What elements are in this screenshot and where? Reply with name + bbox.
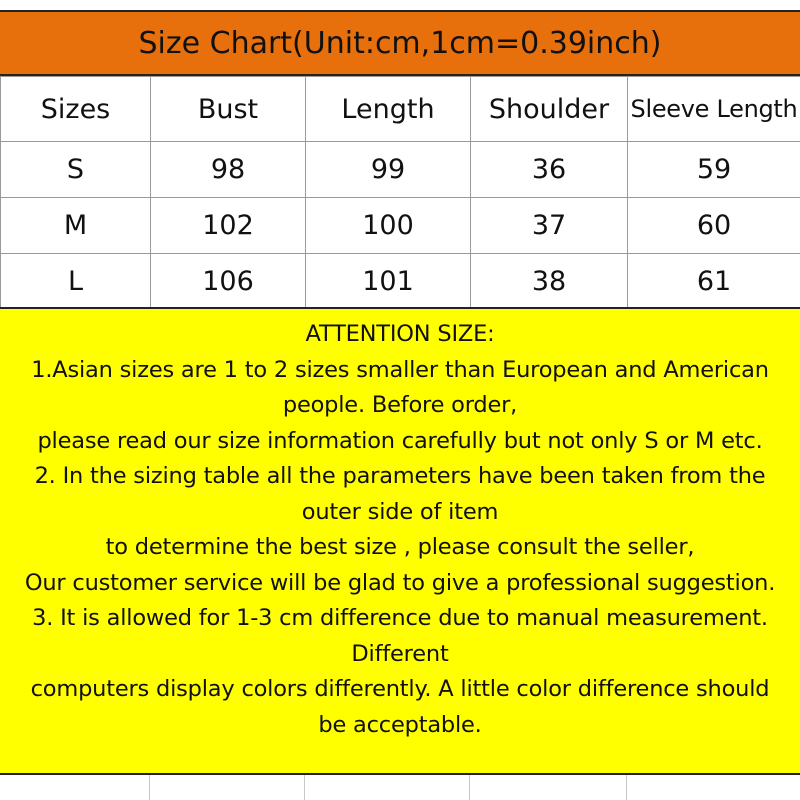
notice-line: 3. It is allowed for 1-3 cm difference due to manual measurement.: [32, 605, 768, 631]
cell-sleeve-length: 59: [628, 142, 800, 198]
header-sizes: Sizes: [1, 77, 151, 142]
notice-heading: ATTENTION SIZE:: [305, 321, 495, 347]
header-sleeve-length: Sleeve Length: [628, 77, 800, 142]
table-row: [1, 142, 800, 198]
cell-bust: 102: [151, 198, 306, 254]
gridline: [469, 775, 470, 800]
cell-sleeve-length: 60: [628, 198, 800, 254]
cell-sleeve-length: 61: [628, 254, 800, 310]
notice-line: be acceptable.: [318, 711, 482, 738]
notice-line: 1.Asian sizes are 1 to 2 sizes smaller than European and American: [31, 356, 769, 383]
spreadsheet-gridlines: [0, 775, 800, 800]
cell-size: L: [1, 254, 151, 310]
gridline: [304, 775, 305, 800]
table-header-row: [1, 77, 800, 142]
notice-line: 2. In the sizing table all the parameters have been taken from the: [34, 463, 766, 489]
cell-length: 99: [306, 142, 471, 198]
header-bust: Bust: [151, 77, 306, 142]
notice-line: please read our size information carefully but not only S or M etc.: [37, 427, 763, 454]
notice-line: outer side of item: [301, 498, 499, 525]
size-table: [0, 76, 800, 310]
table-row: [1, 254, 800, 310]
cell-length: 101: [306, 254, 471, 310]
notice-line: Different: [351, 640, 449, 667]
notice-line: to determine the best size , please consult the seller,: [105, 534, 695, 560]
cell-shoulder: 37: [471, 198, 628, 254]
cell-size: S: [1, 142, 151, 198]
notice-line: people. Before order,: [282, 392, 518, 418]
notice-line: computers display colors differently. A little color difference should: [30, 676, 770, 702]
size-chart-title: Size Chart(Unit:cm,1cm=0.39inch): [0, 10, 800, 76]
cell-shoulder: 38: [471, 254, 628, 310]
attention-notice: [0, 307, 800, 775]
cell-bust: 106: [151, 254, 306, 310]
cell-shoulder: 36: [471, 142, 628, 198]
notice-line: Our customer service will be glad to give a professional suggestion.: [24, 569, 776, 596]
header-length: Length: [306, 77, 471, 142]
header-shoulder: Shoulder: [471, 77, 628, 142]
cell-bust: 98: [151, 142, 306, 198]
cell-length: 100: [306, 198, 471, 254]
cell-size: M: [1, 198, 151, 254]
gridline: [149, 775, 150, 800]
table-row: [1, 198, 800, 254]
gridline: [626, 775, 627, 800]
